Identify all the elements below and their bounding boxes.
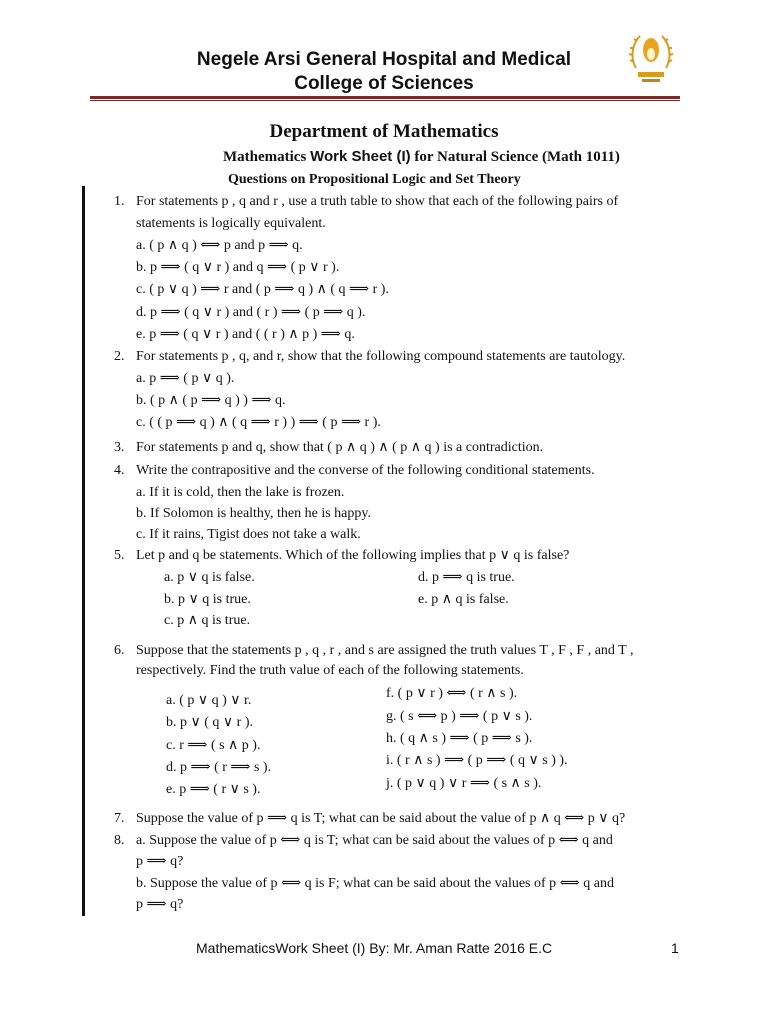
question-line: a. ( p ∧ q ) ⟺ p and p ⟹ q. — [136, 238, 303, 253]
department-title: Department of Mathematics — [269, 121, 499, 142]
institution-name-line1: Negele Arsi General Hospital and Medical — [196, 49, 572, 70]
question-line: p ⟹ q? — [136, 897, 184, 912]
question-line: p ⟹ q? — [136, 854, 184, 869]
question-line: j. ( p ∨ q ) ∨ r ⟹ ( s ∧ s ). — [386, 776, 542, 791]
question-line: a. If it is cold, then the lake is frozen. — [136, 485, 345, 500]
question-line: For statements p and q, show that ( p ∧ q ) ∧ ( p ∧ q ) is a contradiction. — [136, 440, 544, 455]
question-line: 1. — [114, 194, 125, 209]
question-line: a. ( p ∨ q ) ∨ r. — [166, 693, 252, 708]
question-line: b. Suppose the value of p ⟺ q is F; what can be said about the values of p ⟺ q and — [136, 876, 614, 891]
question-line: 5. — [114, 548, 125, 563]
question-line: 4. — [114, 463, 125, 478]
footer-text: MathematicsWork Sheet (I) By: Mr. Aman Ratte 2016 E.C — [196, 940, 553, 956]
page-number: 1 — [671, 940, 679, 956]
institution-name-line2: College of Sciences — [294, 73, 474, 94]
question-line: d. p ⟹ ( r ⟹ s ). — [166, 760, 272, 775]
question-line: c. ( p ∨ q ) ⟹ r and ( p ⟹ q ) ∧ ( q ⟹ r ). — [136, 282, 389, 297]
margin-bar — [82, 186, 85, 916]
question-line: c. If it rains, Tigist does not take a walk. — [136, 527, 361, 542]
question-line: 7. — [114, 811, 125, 826]
question-line: b. ( p ∧ ( p ⟹ q ) ) ⟹ q. — [136, 393, 286, 408]
question-line: For statements p , q and r , use a truth table to show that each of the following pairs of — [136, 194, 619, 209]
question-line: d. p ⟹ q is true. — [418, 570, 515, 585]
question-line: 3. — [114, 440, 125, 455]
question-line: e. p ⟹ ( r ∨ s ). — [166, 782, 261, 797]
question-line: c. r ⟹ ( s ∧ p ). — [166, 738, 261, 753]
question-line: Write the contrapositive and the converse of the following conditional statements. — [136, 463, 595, 478]
worksheet-subtitle: Questions on Propositional Logic and Set Theory — [228, 172, 521, 187]
question-line: a. p ⟹ ( p ∨ q ). — [136, 371, 235, 386]
question-line: h. ( q ∧ s ) ⟹ ( p ⟹ s ). — [386, 731, 533, 746]
question-line: d. p ⟹ ( q ∨ r ) and ( r ) ⟹ ( p ⟹ q ). — [136, 305, 366, 320]
question-line: c. p ∧ q is true. — [164, 613, 251, 628]
question-line: b. p ∨ q is true. — [164, 592, 251, 607]
question-line: a. p ∨ q is false. — [164, 570, 255, 585]
worksheet-title: Mathematics Work Sheet (I) for Natural Science (Math 1011) — [223, 148, 620, 165]
question-line: b. p ⟹ ( q ∨ r ) and q ⟹ ( p ∨ r ). — [136, 260, 340, 275]
question-line: 6. — [114, 643, 125, 658]
question-line: b. If Solomon is healthy, then he is happy. — [136, 506, 371, 521]
header-rule-thin — [90, 100, 680, 101]
question-line: Suppose the value of p ⟹ q is T; what can be said about the value of p ∧ q ⟺ p ∨ q? — [136, 811, 626, 826]
question-line: e. p ∧ q is false. — [418, 592, 509, 607]
question-line: e. p ⟹ ( q ∨ r ) and ( ( r ) ∧ p ) ⟹ q. — [136, 327, 355, 342]
question-line: respectively. Find the truth value of each of the following statements. — [136, 663, 524, 678]
question-line: a. Suppose the value of p ⟺ q is T; what can be said about the values of p ⟺ q and — [136, 833, 613, 848]
question-line: i. ( r ∧ s ) ⟹ ( p ⟹ ( q ∨ s ) ). — [386, 753, 568, 768]
question-line: For statements p , q, and r, show that the following compound statements are tautology. — [136, 349, 626, 364]
question-line: g. ( s ⟺ p ) ⟹ ( p ∨ s ). — [386, 709, 533, 724]
question-line: Let p and q be statements. Which of the following implies that p ∨ q is false? — [136, 548, 570, 563]
question-line: c. ( ( p ⟹ q ) ∧ ( q ⟹ r ) ) ⟹ ( p ⟹ r ). — [136, 415, 381, 430]
question-line: b. p ∨ ( q ∨ r ). — [166, 715, 253, 730]
question-line: Suppose that the statements p , q , r , and s are assigned the truth values T , F , F , and T , — [136, 643, 634, 658]
question-line: 2. — [114, 349, 125, 364]
question-line: f. ( p ∨ r ) ⟺ ( r ∧ s ). — [386, 686, 518, 701]
header-rule — [90, 96, 680, 99]
question-line: 8. — [114, 833, 125, 848]
question-line: statements is logically equivalent. — [136, 216, 326, 231]
college-logo — [626, 28, 676, 86]
